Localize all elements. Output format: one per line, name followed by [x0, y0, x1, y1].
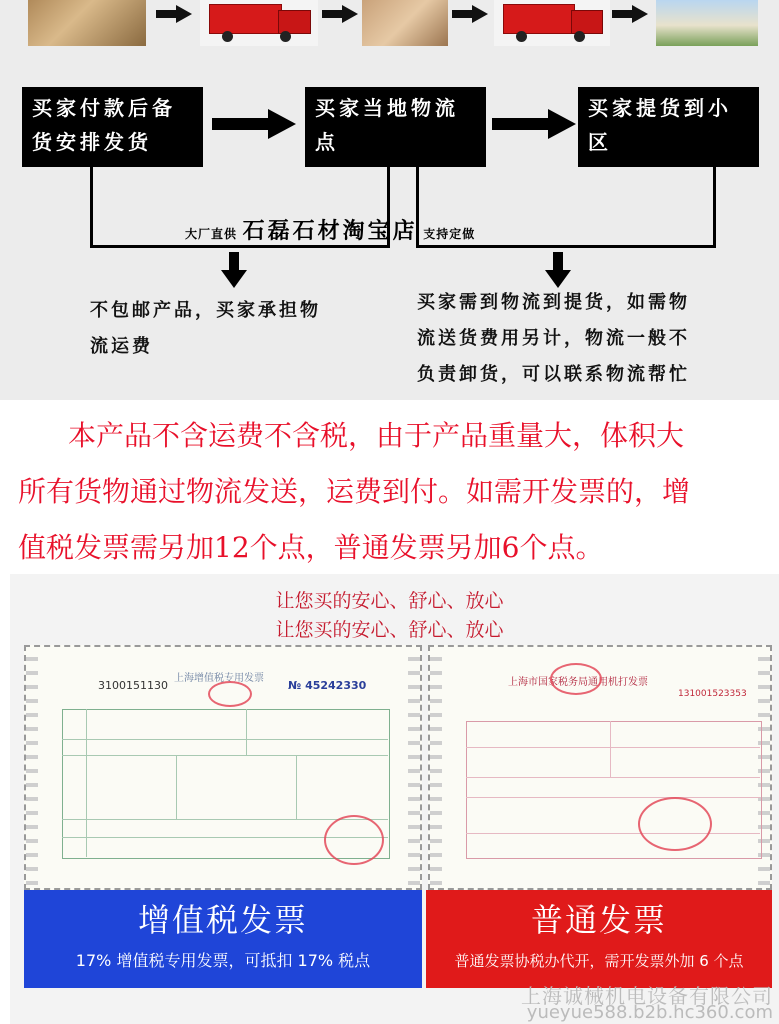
invoice-code: 3100151130: [98, 679, 168, 692]
flow-step-3: 买家提货到小区: [578, 87, 759, 167]
connector-line: [713, 167, 716, 247]
arrow-down-icon: [221, 252, 247, 288]
note-line: 流运费: [90, 336, 153, 357]
vat-banner-title: 增值税发票: [137, 901, 308, 939]
arrow-right-icon: [156, 5, 192, 23]
notice-line: 所有货物通过物流发送，运费到付。如需开发票的，增: [18, 475, 691, 508]
arrow-right-icon: [322, 5, 358, 23]
company-seal-stamp: [638, 797, 712, 851]
note-shipping-cost: [90, 293, 321, 365]
company-seal-stamp: [324, 815, 384, 865]
store-name: 石磊石材淘宝店: [242, 219, 418, 244]
note-line: 负责卸货，可以联系物流帮忙: [417, 364, 690, 385]
vat-banner-desc: 17% 增值税专用发票，可抵扣 17% 税点: [75, 951, 371, 970]
note-pickup: [417, 285, 690, 393]
note-line: 不包邮产品，买家承担物: [90, 300, 321, 321]
normal-banner-desc: 普通发票协税办代开，需开发票外加 6 个点: [454, 952, 744, 970]
vat-invoice-banner: [24, 890, 422, 988]
shipping-tax-notice: [18, 408, 768, 576]
warehouse-photo: [362, 0, 448, 46]
invoice-title: 上海增值税专用发票: [174, 673, 264, 684]
flow-step-1: 买家付款后备货安排发货: [22, 87, 203, 167]
red-truck-photo: [200, 0, 318, 46]
vat-invoice-sample: [24, 645, 422, 890]
note-line: 流送货费用另计，物流一般不: [417, 328, 690, 349]
connector-line: [90, 167, 93, 247]
red-truck-photo: [494, 0, 610, 46]
invoice-number: № 45242330: [288, 679, 367, 692]
flow-step-2: 买家当地物流点: [305, 87, 486, 167]
store-label-suffix: 支持定做: [423, 227, 476, 241]
company-watermark: 上海诚械机电设备有限公司: [521, 984, 773, 1008]
invoice-grid: [466, 721, 762, 859]
store-label-prefix: 大厂直供: [185, 227, 238, 241]
store-label: [185, 214, 475, 245]
shipping-flow-section: [0, 0, 779, 400]
connector-line: [416, 245, 716, 248]
notice-line: 值税发票需另加12个点，普通发票另加6个点。: [18, 531, 604, 564]
arrow-down-icon: [545, 252, 571, 288]
normal-banner-title: 普通发票: [530, 901, 667, 939]
normal-invoice-sample: [428, 645, 772, 890]
arrow-right-icon: [492, 109, 576, 139]
slogan-line: 让您买的安心、舒心、放心: [275, 619, 504, 641]
arrow-right-icon: [212, 109, 296, 139]
arrow-right-icon: [452, 5, 488, 23]
notice-line: 本产品不含运费不含税，由于产品重量大，体积大: [68, 419, 685, 452]
invoice-code: 131001523353: [678, 689, 747, 699]
arrow-right-icon: [612, 5, 648, 23]
site-watermark: yueyue588.b2b.hc360.com: [526, 1002, 773, 1023]
note-line: 买家需到物流到提货，如需物: [417, 292, 690, 313]
connector-line: [90, 245, 390, 248]
tax-seal-stamp: [208, 681, 252, 707]
tax-seal-stamp: [550, 663, 602, 695]
residential-building-photo: [656, 0, 758, 46]
invoice-title: 上海市国家税务局通用机打发票: [508, 677, 648, 688]
normal-invoice-banner: [426, 890, 772, 988]
slogan-line: 让您买的安心、舒心、放心: [275, 590, 504, 612]
packed-stone-crates-photo: [28, 0, 146, 46]
